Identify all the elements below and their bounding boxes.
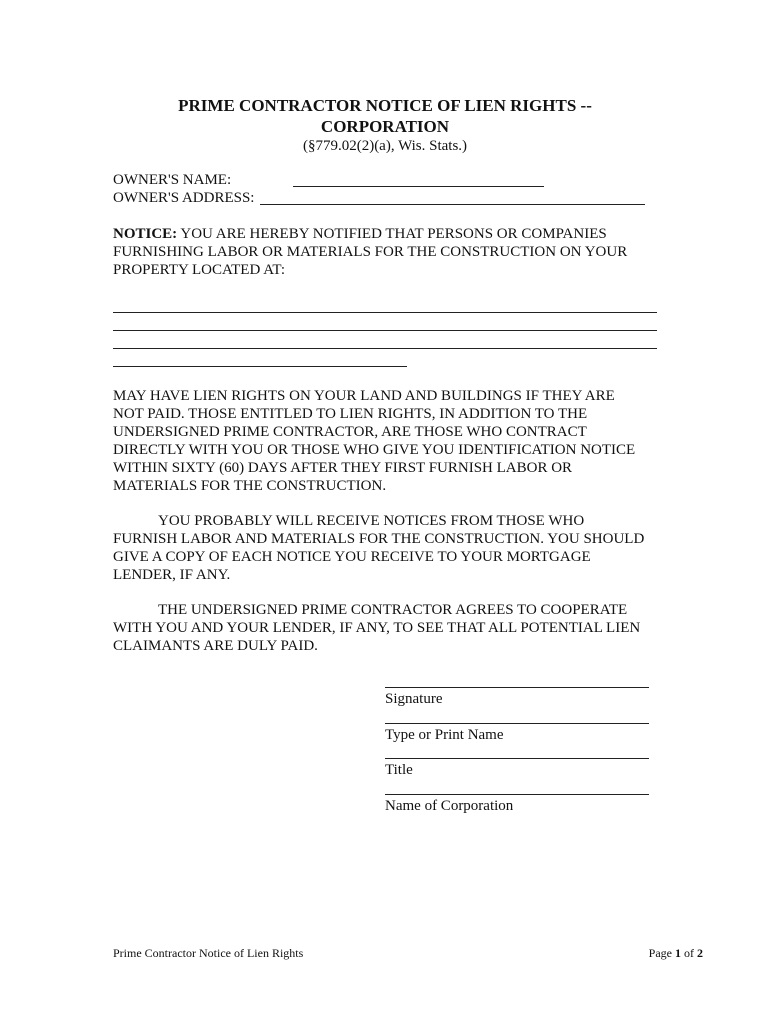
corporation-name-label: Name of Corporation bbox=[385, 798, 514, 814]
property-location-line-3[interactable] bbox=[113, 348, 657, 349]
signature-line[interactable] bbox=[385, 687, 649, 688]
lien-rights-paragraph: MAY HAVE LIEN RIGHTS ON YOUR LAND AND BUILDINGS IF THEY ARE NOT PAID. THOSE ENTITLED TO LIEN RIGHTS, IN ADDITION TO THE UNDERSIGNED PRIME CONTRACTOR, ARE THOSE WHO CONTRACT DIRECTLY WITH YOU OR THOSE WHO GIVE YOU IDENTIFICATION NOTICE WITHIN SIXTY (60) DAYS AFTER THEY FIRST FURNISH LABOR OR MATERIALS FOR THE CONSTRUCTION. bbox=[113, 388, 636, 494]
footer-page-word: Page bbox=[648, 946, 672, 960]
notice-label: NOTICE: bbox=[113, 226, 178, 242]
owner-name-label: OWNER'S NAME: bbox=[113, 172, 232, 188]
footer-document-name: Prime Contractor Notice of Lien Rights bbox=[113, 946, 304, 960]
statute-citation: (§779.02(2)(a), Wis. Stats.) bbox=[302, 138, 468, 154]
print-name-line[interactable] bbox=[385, 723, 649, 724]
document-title-line-1: PRIME CONTRACTOR NOTICE OF LIEN RIGHTS -- bbox=[178, 96, 592, 115]
title-label: Title bbox=[385, 762, 413, 778]
property-location-line-4[interactable] bbox=[113, 366, 407, 367]
property-location-line-2[interactable] bbox=[113, 330, 657, 331]
footer-page-number bbox=[649, 944, 703, 962]
footer-page-current: 1 bbox=[675, 946, 681, 960]
print-name-label: Type or Print Name bbox=[385, 727, 504, 743]
notice-text: YOU ARE HEREBY NOTIFIED THAT PERSONS OR COMPANIES FURNISHING LABOR OR MATERIALS FOR THE CONSTRUCTION ON YOUR PROPERTY LOCATED AT: bbox=[113, 226, 628, 278]
footer-of-word: of bbox=[684, 946, 694, 960]
footer-page-total: 2 bbox=[697, 946, 703, 960]
corporation-name-line[interactable] bbox=[385, 794, 649, 795]
cooperation-paragraph: THE UNDERSIGNED PRIME CONTRACTOR AGREES TO COOPERATE WITH YOU AND YOUR LENDER, IF ANY, TO SEE THAT ALL POTENTIAL LIEN CLAIMANTS ARE DULY PAID. bbox=[113, 602, 641, 654]
property-location-line-1[interactable] bbox=[113, 312, 657, 313]
owner-name-field[interactable] bbox=[293, 186, 544, 187]
title-line[interactable] bbox=[385, 758, 649, 759]
owner-address-field[interactable] bbox=[260, 204, 645, 205]
document-title-line-2: CORPORATION bbox=[320, 117, 450, 136]
notice-paragraph bbox=[113, 225, 658, 279]
owner-address-label: OWNER'S ADDRESS: bbox=[113, 190, 255, 206]
signature-label: Signature bbox=[385, 691, 443, 707]
notices-paragraph: YOU PROBABLY WILL RECEIVE NOTICES FROM THOSE WHO FURNISH LABOR AND MATERIALS FOR THE CONSTRUCTION. YOU SHOULD GIVE A COPY OF EACH NOTICE YOU RECEIVE TO YOUR MORTGAGE LENDER, IF ANY. bbox=[113, 513, 645, 583]
